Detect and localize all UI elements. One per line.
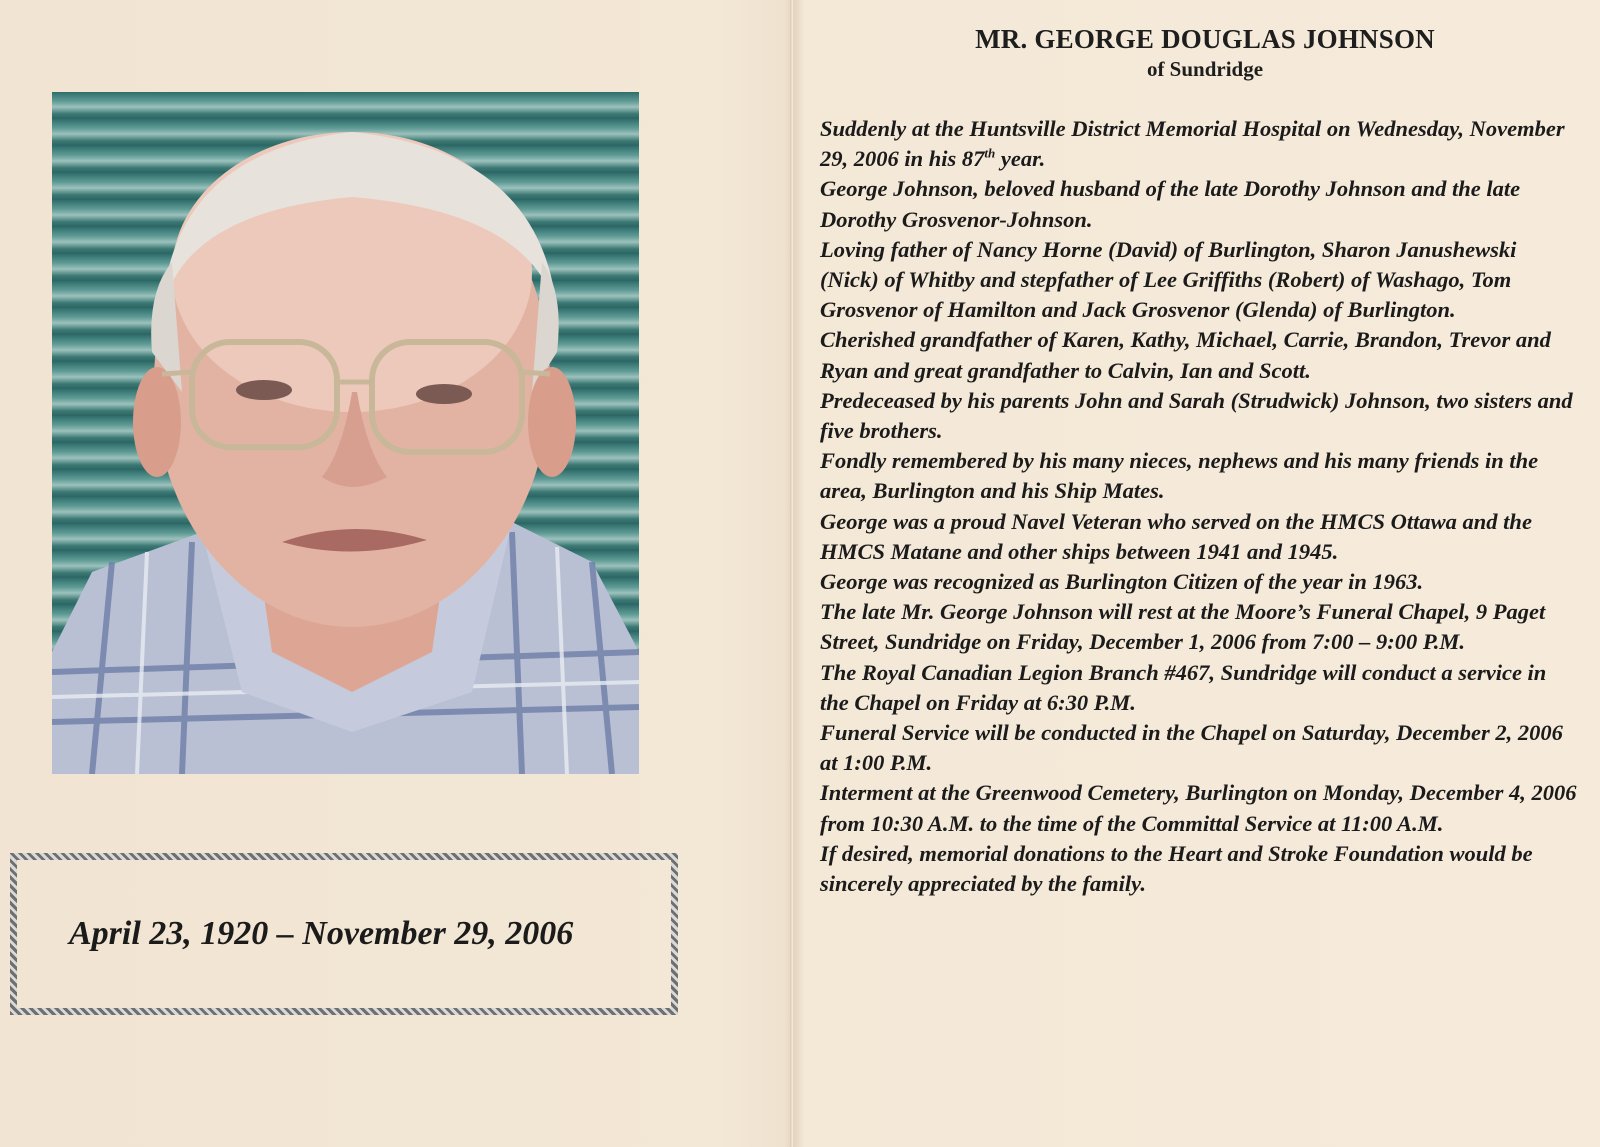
paragraph: Cherished grandfather of Karen, Kathy, Michael, Carrie, Brandon, Trevor and Ryan and great grandfather to Calvin, Ian and Scott. [820,327,1551,383]
paragraph: Interment at the Greenwood Cemetery, Burlington on Monday, December 4, 2006 from 10:30 A.M. to the time of the Committal Service at 11:00 A.M. [820,780,1577,836]
obituary-title: MR. GEORGE DOUGLAS JOHNSON [975,24,1435,54]
paragraph: George was recognized as Burlington Citizen of the year in 1963. [820,569,1424,595]
paragraph: George was a proud Navel Veteran who served on the HMCS Ottawa and the HMCS Matane and other ships between 1941 and 1945. [820,508,1532,564]
paragraph: Fondly remembered by his many nieces, nephews and his many friends in the area, Burlington and his Ship Mates. [820,448,1539,504]
obituary-body [820,114,1580,899]
obituary-subtitle: of Sundridge [1146,57,1264,81]
paragraph: Funeral Service will be conducted in the Chapel on Saturday, December 2, 2006 at 1:00 P.M. [820,720,1563,776]
portrait-illustration [52,92,639,774]
paragraph: Loving father of Nancy Horne (David) of Burlington, Sharon Janushewski (Nick) of Whitby and stepfather of Lee Griffiths (Robert) of Washago, Tom Grosvenor of Hamilton and Jack Grosvenor (Glenda) of Burlington. [820,236,1517,323]
obituary-panel [820,24,1580,899]
paragraph: The Royal Canadian Legion Branch #467, Sundridge will conduct a service in the Chapel on Friday at 6:30 P.M. [820,659,1547,715]
dates-frame [10,853,678,1015]
paragraph: Predeceased by his parents John and Sarah (Strudwick) Johnson, two sisters and five brothers. [820,387,1573,444]
life-dates: April 23, 1920 – November 29, 2006 [69,915,574,952]
paragraph: George Johnson, beloved husband of the late Dorothy Johnson and the late Dorothy Grosvenor-Johnson. [820,176,1521,232]
paragraph: The late Mr. George Johnson will rest at the Moore’s Funeral Chapel, 9 Paget Street, Sundridge on Friday, December 1, 2006 from 7:00 – 9:00 P.M. [820,599,1546,655]
paragraph: If desired, memorial donations to the Heart and Stroke Foundation would be sincerely appreciated by the family. [820,840,1533,897]
portrait-photo [52,92,639,774]
card-fold [790,0,793,1147]
paragraph: Suddenly at the Huntsville District Memorial Hospital on Wednesday, November 29, 2006 in his 87th year. [820,116,1565,172]
